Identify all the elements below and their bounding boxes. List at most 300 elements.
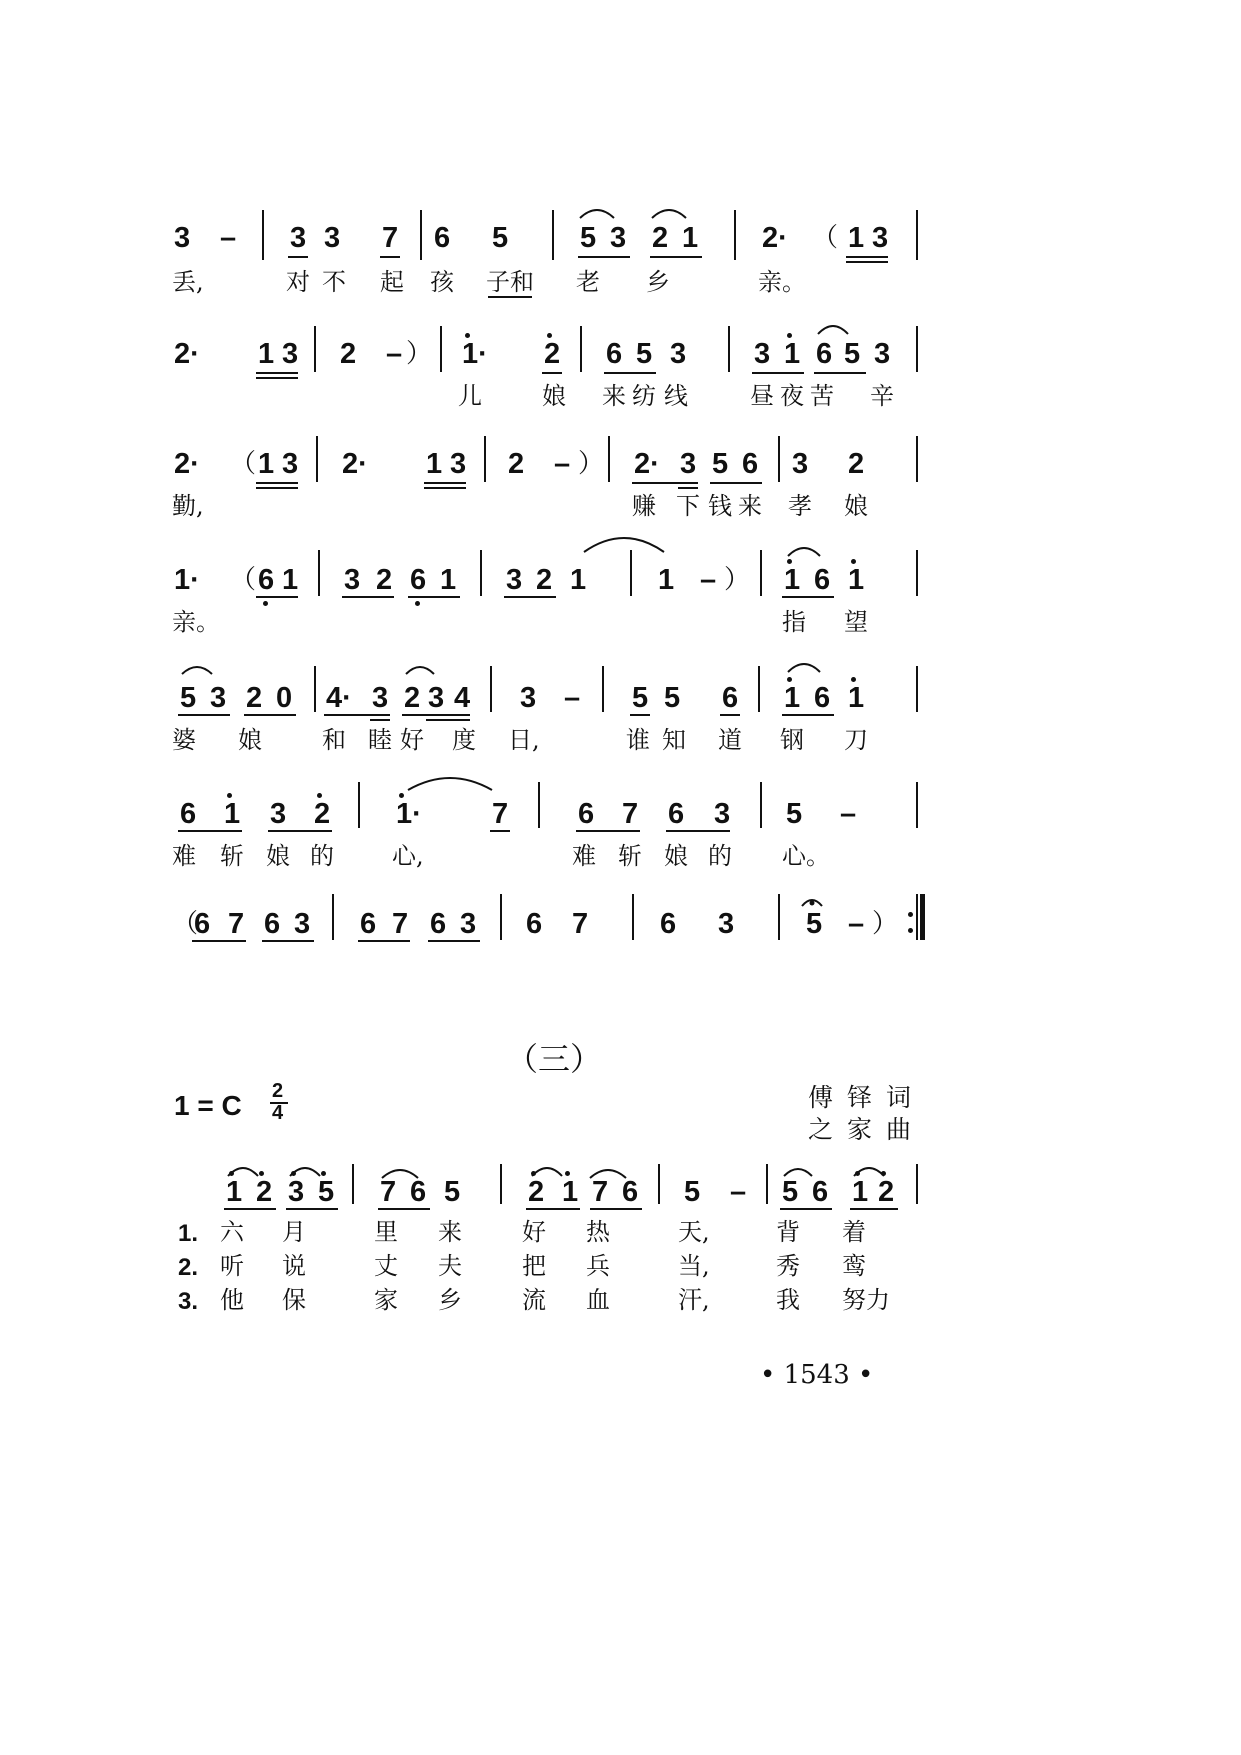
underline: [590, 1208, 642, 1210]
verse-number: 3.: [178, 1288, 199, 1315]
note: 4: [454, 682, 471, 714]
paren: ）: [578, 449, 605, 479]
lyric: 孝: [788, 492, 812, 520]
lyric: 娘: [844, 492, 868, 520]
note: 6: [410, 1176, 427, 1208]
lyric: 赚: [632, 492, 656, 520]
underline: [256, 487, 298, 489]
underline: [324, 714, 390, 716]
dash: –: [848, 908, 865, 940]
lyric: 娘: [664, 842, 688, 870]
note: 6: [814, 682, 831, 714]
underline: [358, 940, 410, 942]
lyric: 钢: [780, 726, 804, 754]
note: 3: [714, 798, 731, 830]
lyric: 娘: [542, 382, 566, 410]
note: 1: [224, 798, 241, 830]
barline: [332, 894, 334, 940]
note: 3: [290, 222, 307, 254]
note: 6: [578, 798, 595, 830]
lyric: 下: [676, 492, 700, 520]
lyric: 乡: [646, 268, 670, 296]
note: 7: [572, 908, 589, 940]
note: 3: [520, 682, 537, 714]
high-dot: [787, 333, 792, 338]
note: 2: [848, 448, 865, 480]
high-dot: [291, 1171, 296, 1176]
high-dot: [851, 677, 856, 682]
high-dot: [787, 677, 792, 682]
note: 3: [506, 564, 523, 596]
dash: –: [700, 564, 717, 596]
paren: ）: [872, 909, 899, 939]
fermata-dot: [810, 901, 815, 906]
note: 5: [180, 682, 197, 714]
underline: [752, 372, 804, 374]
lyric: 纺: [632, 382, 656, 410]
slur: [652, 210, 686, 218]
lyric: 线: [664, 382, 688, 410]
barline: [658, 1164, 660, 1204]
underline: [782, 714, 834, 716]
underline: [630, 714, 650, 716]
note: 3: [872, 222, 889, 254]
barline: [728, 326, 730, 372]
note: 1: [258, 448, 275, 480]
barline: [440, 326, 442, 372]
note: 5: [684, 1176, 701, 1208]
note: 5: [492, 222, 509, 254]
underline: [256, 482, 298, 484]
high-dot: [851, 559, 856, 564]
high-dot: [317, 793, 322, 798]
underline: [846, 261, 888, 263]
barline: [916, 210, 918, 260]
note: 3: [288, 1176, 305, 1208]
barline: [632, 894, 634, 940]
note: 6: [660, 908, 677, 940]
underline: [192, 940, 246, 942]
note: 6: [180, 798, 197, 830]
lyric: 丈: [374, 1252, 398, 1280]
note: 3: [428, 682, 445, 714]
barline: [314, 326, 316, 372]
repeat-dot: [908, 912, 913, 917]
lyric: 来: [738, 492, 762, 520]
underline: [542, 372, 562, 374]
underline: [256, 372, 298, 374]
lyric: 我: [776, 1286, 800, 1314]
underline: [178, 830, 242, 832]
note: 3: [718, 908, 735, 940]
lyric: 保: [282, 1286, 306, 1314]
note: 1·: [462, 338, 488, 370]
barline: [916, 550, 918, 596]
barline: [916, 782, 918, 828]
underline: [268, 830, 332, 832]
slur: [788, 664, 820, 672]
barline: [758, 666, 760, 712]
note: 5: [782, 1176, 799, 1208]
slur: [580, 210, 614, 218]
note: 6: [194, 908, 211, 940]
note: 2: [878, 1176, 895, 1208]
dash: –: [840, 798, 857, 830]
underline: [426, 719, 470, 721]
underline: [408, 596, 460, 598]
high-dot: [787, 559, 792, 564]
underline: [380, 256, 400, 258]
note: 3: [874, 338, 891, 370]
note: 3: [344, 564, 361, 596]
underline: [178, 714, 230, 716]
note: 2: [376, 564, 393, 596]
note: 1·: [174, 564, 200, 596]
barline: [766, 1164, 768, 1204]
lyric: 望: [844, 608, 868, 636]
underline: [780, 1208, 832, 1210]
note: 3: [450, 448, 467, 480]
lyric: 流: [522, 1286, 546, 1314]
lyric: 日,: [508, 726, 540, 754]
slur: [532, 1168, 562, 1176]
note: 7: [622, 798, 639, 830]
slur: [182, 667, 212, 674]
paren: （: [172, 909, 199, 939]
lyric: 苦: [810, 382, 834, 410]
underline: [526, 1208, 580, 1210]
dash: –: [554, 448, 571, 480]
lyric: 的: [708, 842, 732, 870]
lyric: 娘: [266, 842, 290, 870]
key-signature: 1 = C: [174, 1090, 242, 1121]
lyric: 起: [380, 268, 404, 296]
underline: [262, 940, 314, 942]
high-dot: [465, 333, 470, 338]
note: 3: [680, 448, 697, 480]
lyric: 亲。: [172, 608, 220, 636]
barline: [734, 210, 736, 260]
note: 2: [340, 338, 357, 370]
note: 3: [294, 908, 311, 940]
note: 3: [324, 222, 341, 254]
time-signature-bottom: 4: [272, 1102, 284, 1124]
underline: [632, 482, 698, 484]
underline: [782, 596, 834, 598]
note: 1: [426, 448, 443, 480]
lyric: 睦: [368, 726, 392, 754]
underline: [256, 377, 298, 379]
barline: [262, 210, 264, 260]
slur: [788, 548, 820, 556]
note: 3: [282, 338, 299, 370]
note: 2: [508, 448, 525, 480]
lyric: 斩: [220, 842, 244, 870]
note: 5: [318, 1176, 335, 1208]
paren: （: [230, 565, 257, 595]
lyric: 血: [586, 1286, 610, 1314]
note: 7: [392, 908, 409, 940]
verse-number: 1.: [178, 1220, 199, 1247]
note: 3: [270, 798, 287, 830]
paren: ）: [406, 339, 433, 369]
lyric: 乡: [438, 1286, 462, 1314]
note: 1: [440, 564, 457, 596]
underline: [490, 830, 510, 832]
lyric: 娘: [238, 726, 262, 754]
note: 1: [570, 564, 587, 596]
note: 5: [712, 448, 729, 480]
note: 2: [536, 564, 553, 596]
lyric: 难: [172, 842, 196, 870]
final-barline-thin: [916, 894, 918, 940]
note: 2·: [342, 448, 368, 480]
lyric: 谁: [626, 726, 650, 754]
paren: （: [812, 223, 839, 253]
barline: [318, 550, 320, 596]
lyric: 指: [782, 608, 806, 636]
lyric: 热: [586, 1218, 610, 1246]
underline: [342, 596, 394, 598]
note: 5: [806, 908, 823, 940]
fermata-arc: [802, 900, 822, 906]
barline: [316, 436, 318, 482]
note: 3: [610, 222, 627, 254]
lyric: 心。: [782, 842, 830, 870]
barline: [552, 210, 554, 260]
note: 6: [410, 564, 427, 596]
barline: [608, 436, 610, 482]
lyric: 勤,: [172, 492, 204, 520]
note: 1·: [396, 798, 422, 830]
note: 6: [430, 908, 447, 940]
underline: [846, 256, 888, 258]
barline: [760, 550, 762, 596]
note: 2: [528, 1176, 545, 1208]
barline: [500, 894, 502, 940]
dash: –: [220, 222, 237, 254]
note: 6: [742, 448, 759, 480]
note: 3: [174, 222, 191, 254]
lyric: 刀: [844, 726, 868, 754]
note: 7: [492, 798, 509, 830]
lyric: 对: [286, 268, 310, 296]
note: 6: [814, 564, 831, 596]
note: 3: [792, 448, 809, 480]
note: 1: [848, 682, 865, 714]
lyric: 好: [522, 1218, 546, 1246]
lyric: 鸾: [842, 1252, 866, 1280]
note: 1: [848, 564, 865, 596]
high-dot: [531, 1171, 536, 1176]
underline: [578, 256, 630, 258]
lyric: 把: [522, 1252, 546, 1280]
high-dot: [321, 1171, 326, 1176]
lyric: 道: [718, 726, 742, 754]
lyric: 着: [842, 1218, 866, 1246]
barline: [916, 1164, 918, 1204]
note: 2: [404, 682, 421, 714]
note: 6: [812, 1176, 829, 1208]
barline: [480, 550, 482, 596]
lyric: 好: [400, 726, 424, 754]
paren: ）: [724, 565, 751, 595]
low-dot: [263, 601, 268, 606]
note: 1: [226, 1176, 243, 1208]
lyric: 婆: [172, 726, 196, 754]
note: 1: [848, 222, 865, 254]
note: 6: [258, 564, 275, 596]
lyric: 子和: [486, 268, 534, 296]
note: 1: [852, 1176, 869, 1208]
note: 5: [664, 682, 681, 714]
barline: [916, 666, 918, 712]
barline: [420, 210, 422, 260]
repeat-dot: [908, 928, 913, 933]
lyric: 难: [572, 842, 596, 870]
underline: [504, 596, 556, 598]
underline: [370, 719, 390, 721]
note: 3: [460, 908, 477, 940]
note: 1: [282, 564, 299, 596]
note: 5: [444, 1176, 461, 1208]
note: 6: [360, 908, 377, 940]
lyric: 丢,: [172, 268, 204, 296]
lyric: 天,: [678, 1218, 710, 1246]
underline: [424, 487, 466, 489]
note: 2: [652, 222, 669, 254]
underline: [604, 372, 656, 374]
high-dot: [547, 333, 552, 338]
lyric: 和: [322, 726, 346, 754]
lyric: 来: [602, 382, 626, 410]
lyric: 知: [662, 726, 686, 754]
note: 5: [632, 682, 649, 714]
verse-number: 2.: [178, 1254, 199, 1281]
underline: [244, 714, 296, 716]
note: 1: [682, 222, 699, 254]
underline: [402, 714, 470, 716]
underline: [428, 940, 480, 942]
note: 3: [282, 448, 299, 480]
underline: [720, 714, 740, 716]
barline: [352, 1164, 354, 1204]
note: 1: [784, 338, 801, 370]
note: 7: [380, 1176, 397, 1208]
lyric: 度: [452, 726, 476, 754]
note: 5: [786, 798, 803, 830]
underline: [710, 482, 762, 484]
lyric: 家: [374, 1286, 398, 1314]
note: 1: [562, 1176, 579, 1208]
note: 6: [722, 682, 739, 714]
barline: [484, 436, 486, 482]
note: 2: [256, 1176, 273, 1208]
barline: [916, 436, 918, 482]
lyric: 辛: [870, 382, 894, 410]
lyric: 六: [220, 1218, 244, 1246]
note: 3: [372, 682, 389, 714]
lyric: 老: [576, 268, 600, 296]
note: 2: [246, 682, 263, 714]
slur: [406, 667, 434, 674]
high-dot: [227, 793, 232, 798]
barline: [358, 782, 360, 828]
lyric: 说: [282, 1252, 306, 1280]
section-title: （三）: [506, 1040, 603, 1078]
lyric: 来: [438, 1218, 462, 1246]
high-dot: [259, 1171, 264, 1176]
lyric: 月: [282, 1218, 306, 1246]
lyric: 钱: [708, 492, 732, 520]
note: 0: [276, 682, 293, 714]
note: 6: [526, 908, 543, 940]
note: 2·: [634, 448, 660, 480]
underline: [666, 830, 730, 832]
note: 6: [434, 222, 451, 254]
lyric: 兵: [586, 1252, 610, 1280]
paren: （: [230, 449, 257, 479]
lyric: 亲。: [758, 268, 806, 296]
lyric: 努力: [842, 1286, 890, 1314]
time-signature-top: 2: [272, 1080, 284, 1102]
note: 2: [544, 338, 561, 370]
slur: [584, 538, 664, 552]
barline: [916, 326, 918, 372]
note: 1: [784, 682, 801, 714]
note: 2: [314, 798, 331, 830]
lyric: 他: [220, 1286, 244, 1314]
note: 1: [658, 564, 675, 596]
barline: [538, 782, 540, 828]
barline: [778, 894, 780, 940]
note: 5: [844, 338, 861, 370]
high-dot: [855, 1171, 860, 1176]
barline: [760, 782, 762, 828]
underline: [424, 482, 466, 484]
dash: –: [564, 682, 581, 714]
lyric: 昼: [750, 382, 774, 410]
note: 6: [668, 798, 685, 830]
underline: [678, 487, 698, 489]
note: 6: [264, 908, 281, 940]
note: 7: [228, 908, 245, 940]
note: 3: [210, 682, 227, 714]
lyric: 斩: [618, 842, 642, 870]
note: 1: [784, 564, 801, 596]
note: 2·: [174, 338, 200, 370]
high-dot: [881, 1171, 886, 1176]
note: 5: [636, 338, 653, 370]
lyric: 当,: [678, 1252, 710, 1280]
underline: [650, 256, 702, 258]
lyric: 汗,: [678, 1286, 710, 1314]
dash: –: [730, 1176, 747, 1208]
note: 6: [816, 338, 833, 370]
lyric: 夫: [438, 1252, 462, 1280]
lyric: 心,: [392, 842, 424, 870]
note: 6: [622, 1176, 639, 1208]
underline: [288, 256, 308, 258]
barline: [500, 1164, 502, 1204]
final-barline-thick: [920, 894, 925, 940]
underline: [576, 830, 640, 832]
lyric: 的: [310, 842, 334, 870]
lyricist-credit: 傅铎词: [808, 1083, 926, 1112]
note: 2·: [762, 222, 788, 254]
composer-credit: 之家曲: [808, 1115, 926, 1144]
note: 5: [580, 222, 597, 254]
